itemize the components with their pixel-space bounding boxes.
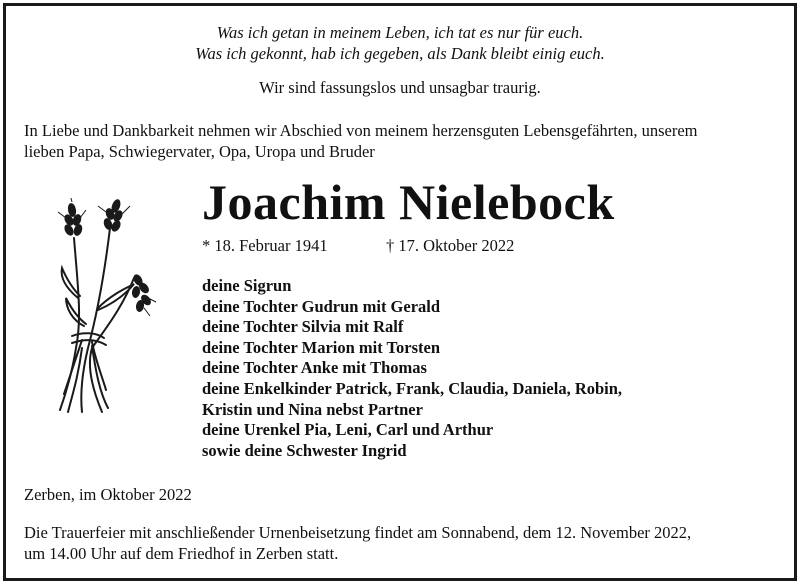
mourner-line: deine Tochter Silvia mit Ralf (202, 317, 404, 337)
deceased-name: Joachim Nielebock (202, 174, 615, 230)
farewell-intro-line-2: lieben Papa, Schwiegervater, Opa, Uropa und Bruder (24, 142, 375, 161)
poem-line-2: Was ich gekonnt, hab ich gegeben, als Dank bleibt einig euch. (195, 44, 605, 63)
mourner-line: deine Tochter Marion mit Torsten (202, 337, 441, 357)
death-date: † 17. Oktober 2022 (386, 236, 515, 255)
poem-line-1: Was ich getan in meinem Leben, ich tat es nur für euch. (216, 23, 584, 42)
farewell-intro-line-1: In Liebe und Dankbarkeit nehmen wir Abschied von meinem herzensguten Lebensgefährten, unserem (24, 121, 698, 140)
funeral-info-line-2: um 14.00 Uhr auf dem Friedhof in Zerben statt. (24, 544, 339, 563)
sorrow-statement: Wir sind fassungslos und unsagbar traurig. (259, 78, 541, 97)
obituary-card (3, 3, 797, 581)
mourner-line: Kristin und Nina nebst Partner (202, 399, 423, 419)
mourner-line: deine Enkelkinder Patrick, Frank, Claudia, Daniela, Robin, (202, 378, 623, 398)
mourner-line: sowie deine Schwester Ingrid (202, 440, 407, 460)
funeral-info (24, 522, 691, 564)
mourner-line: deine Sigrun (202, 276, 292, 295)
funeral-info-line-1: Die Trauerfeier mit anschließender Urnenbeisetzung findet am Sonnabend, dem 12. November 2022, (24, 523, 692, 542)
farewell-intro (24, 120, 782, 162)
place-date: Zerben, im Oktober 2022 (24, 485, 192, 504)
mourner-line: deine Tochter Gudrun mit Gerald (202, 296, 441, 316)
wheat-bundle-icon (52, 198, 162, 418)
birth-date: * 18. Februar 1941 (202, 236, 328, 255)
mourner-line: deine Urenkel Pia, Leni, Carl und Arthur (202, 420, 494, 440)
mourner-line: deine Tochter Anke mit Thomas (202, 358, 427, 378)
poem (6, 22, 794, 64)
mourners-list (202, 276, 622, 461)
